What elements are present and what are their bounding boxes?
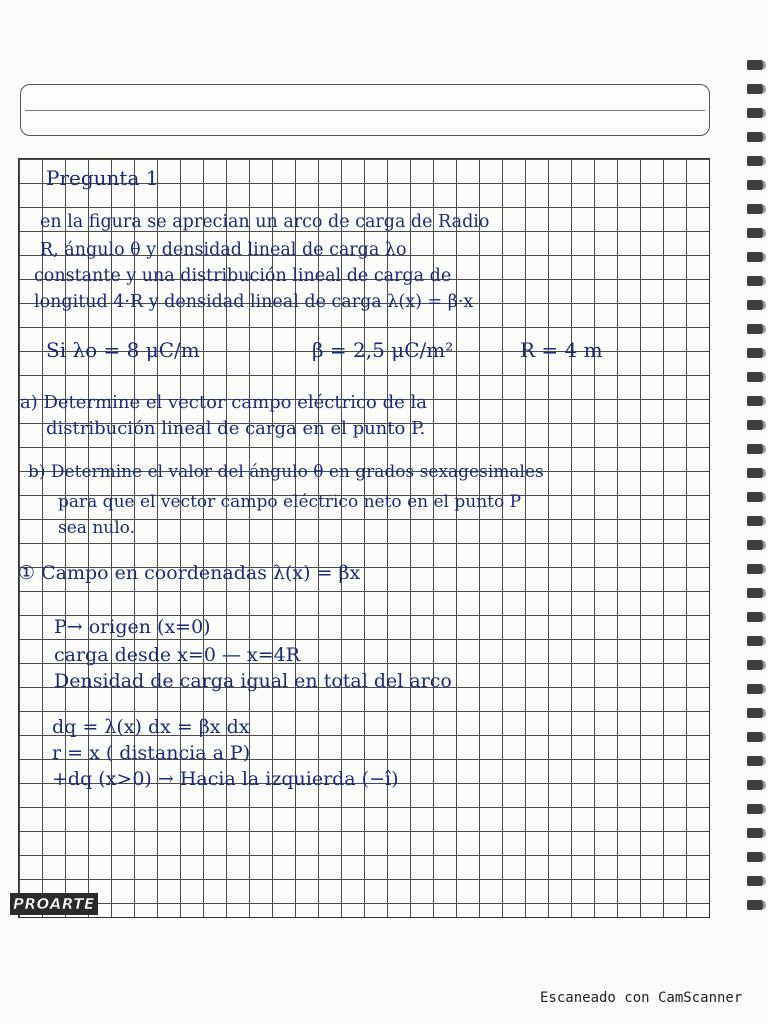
- spiral-ring: [747, 300, 766, 310]
- question-title: Pregunta 1: [46, 166, 159, 190]
- part-a-line-2: distribución lineal de carga en el punto P.: [46, 418, 426, 439]
- spiral-ring: [747, 180, 766, 190]
- spiral-ring: [747, 540, 766, 550]
- spiral-ring: [747, 780, 766, 790]
- spiral-ring: [747, 444, 766, 454]
- solution-line-5: dq = λ(x) dx = βx dx: [52, 716, 250, 738]
- given-beta: β = 2,5 μC/m²: [312, 338, 454, 362]
- statement-line-4: longitud 4·R y densidad lineal de carga λ(x) = β·x: [34, 292, 474, 312]
- spiral-ring: [747, 684, 766, 694]
- spiral-ring: [747, 804, 766, 814]
- spiral-ring: [747, 468, 766, 478]
- spiral-ring: [747, 60, 766, 70]
- solution-line-7: +dq (x>0) → Hacia la izquierda (−î): [52, 768, 399, 790]
- spiral-ring: [747, 108, 766, 118]
- solution-line-6: r = x ( distancia a P): [52, 742, 251, 764]
- solution-line-1: ① Campo en coordenadas λ(x) = βx: [18, 562, 361, 584]
- spiral-ring: [747, 492, 766, 502]
- statement-line-3: constante y una distribución lineal de carga de: [34, 266, 452, 286]
- spiral-ring: [747, 84, 766, 94]
- part-b-line-3: sea nulo.: [58, 518, 135, 538]
- notebook-brand-logo: PROARTE: [10, 893, 98, 915]
- spiral-ring: [747, 228, 766, 238]
- statement-line-1: en la figura se aprecian un arco de carga de Radio: [40, 212, 490, 232]
- given-radius: R = 4 m: [520, 338, 603, 362]
- spiral-ring: [747, 660, 766, 670]
- spiral-ring: [747, 636, 766, 646]
- part-a-line-1: a) Determine el vector campo eléctrico de la: [20, 392, 427, 413]
- spiral-ring: [747, 348, 766, 358]
- spiral-binding: [746, 60, 768, 930]
- spiral-ring: [747, 324, 766, 334]
- header-rule: [25, 110, 705, 111]
- spiral-ring: [747, 132, 766, 142]
- given-lambda: Si λo = 8 μC/m: [46, 338, 200, 362]
- spiral-ring: [747, 372, 766, 382]
- scanner-watermark: Escaneado con CamScanner: [540, 990, 743, 1006]
- spiral-ring: [747, 876, 766, 886]
- solution-line-3: carga desde x=0 — x=4R: [54, 644, 301, 666]
- solution-line-2: P→ origen (x=0): [54, 616, 211, 638]
- spiral-ring: [747, 420, 766, 430]
- spiral-ring: [747, 156, 766, 166]
- spiral-ring: [747, 564, 766, 574]
- spiral-ring: [747, 276, 766, 286]
- spiral-ring: [747, 828, 766, 838]
- part-b-line-2: para que el vector campo eléctrico neto en el punto P: [58, 492, 522, 512]
- spiral-ring: [747, 900, 766, 910]
- spiral-ring: [747, 396, 766, 406]
- statement-line-2: R, ángulo θ y densidad lineal de carga λo: [40, 240, 407, 260]
- spiral-ring: [747, 708, 766, 718]
- part-b-line-1: b) Determine el valor del ángulo θ en grados sexagesimales: [28, 462, 544, 482]
- spiral-ring: [747, 852, 766, 862]
- spiral-ring: [747, 252, 766, 262]
- spiral-ring: [747, 756, 766, 766]
- spiral-ring: [747, 588, 766, 598]
- notebook-header-box: [20, 84, 710, 136]
- solution-line-4: Densidad de carga igual en total del arco: [54, 670, 452, 692]
- spiral-ring: [747, 204, 766, 214]
- spiral-ring: [747, 732, 766, 742]
- spiral-ring: [747, 516, 766, 526]
- spiral-ring: [747, 612, 766, 622]
